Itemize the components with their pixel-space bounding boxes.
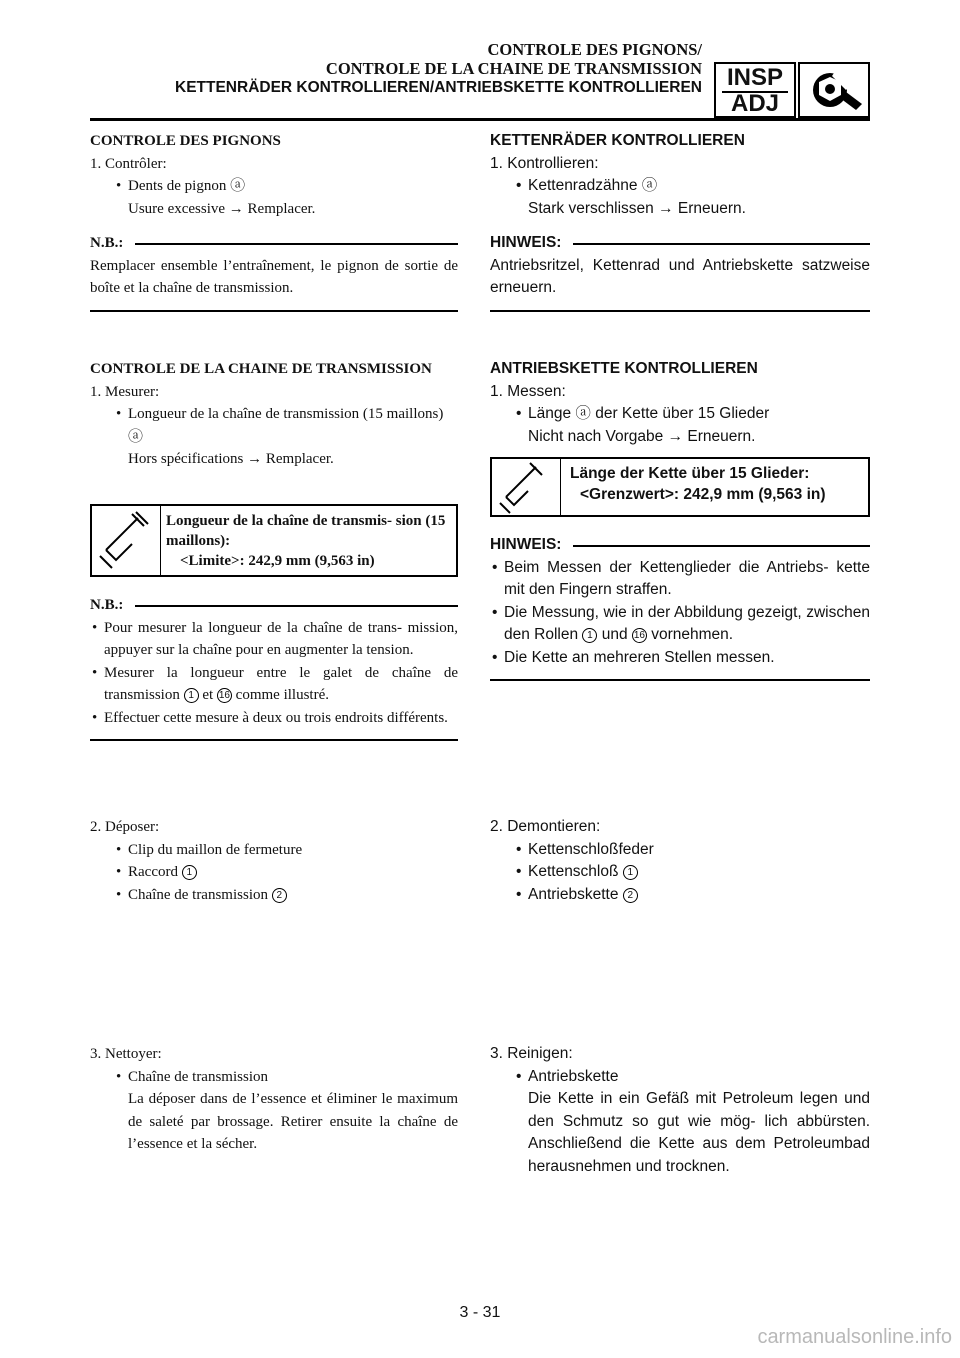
bullet-item: • Kettenradzähne ⓐ bbox=[514, 175, 870, 198]
note-bullet: • Effectuer cette mesure à deux ou trois endroits différents. bbox=[90, 707, 458, 730]
header-title-2: CONTROLE DE LA CHAINE DE TRANSMISSION bbox=[325, 59, 702, 78]
spec-label: Länge der Kette über 15 Glieder: bbox=[570, 465, 810, 482]
bullet-item: • Clip du maillon de fermeture bbox=[114, 839, 458, 862]
bullet-item: • Dents de pignon ⓐ bbox=[114, 175, 458, 198]
bullet-item: • Raccord 1 bbox=[114, 861, 458, 884]
fr-section-chaine bbox=[90, 358, 458, 471]
step: 1. Messen: bbox=[490, 382, 566, 400]
fr-section-nettoyer bbox=[90, 1043, 458, 1156]
section-title: CONTROLE DE LA CHAINE DE TRANSMISSION bbox=[90, 361, 432, 377]
action-text: Nicht nach Vorgabe → Erneuern. bbox=[528, 427, 756, 445]
note-label: HINWEIS: bbox=[490, 536, 562, 553]
step: 1. Contrôler: bbox=[90, 155, 167, 172]
step: 2. Demontieren: bbox=[490, 818, 601, 835]
note-heading bbox=[90, 594, 458, 617]
watermark: carmanualsonline.info bbox=[757, 1326, 952, 1348]
step: 3. Reinigen: bbox=[490, 1045, 573, 1062]
note-text: Antriebsritzel, Kettenrad und Antriebskette satzweise erneuern. bbox=[490, 256, 870, 296]
fr-section-pignons bbox=[90, 130, 458, 312]
note-heading bbox=[490, 232, 870, 255]
action-text: Usure excessive → Remplacer. bbox=[128, 200, 316, 217]
section-title: ANTRIEBSKETTE KONTROLLIEREN bbox=[490, 360, 758, 377]
step: 1. Mesurer: bbox=[90, 383, 160, 400]
note-bullet: • Die Messung, wie in der Abbildung gezeigt, zwischen den Rollen 1 und 16 vornehmen. bbox=[490, 602, 870, 647]
spec-box bbox=[490, 457, 870, 517]
note-heading bbox=[90, 232, 458, 255]
body-text: Die Kette in ein Gefäß mit Petroleum legen und den Schmutz so gut wie mög- lich abbürsten. Anschließend die Kette aus dem Petroleumbad herausnehmen und trocknen. bbox=[528, 1090, 870, 1175]
note-rule bbox=[490, 310, 870, 312]
spec-value: <Limite>: 242,9 mm (9,563 in) bbox=[180, 553, 375, 569]
badge-insp-label: INSP bbox=[726, 64, 783, 91]
spec-value: <Grenzwert>: 242,9 mm (9,563 in) bbox=[580, 486, 826, 503]
spec-box bbox=[90, 504, 458, 577]
bullet-item: • Chaîne de transmission 2 bbox=[114, 884, 458, 907]
bullet-item: • Longueur de la chaîne de transmission (15 maillons) ⓐ bbox=[114, 403, 458, 448]
note-text: Remplacer ensemble l’entraînement, le pignon de sortie de boîte et la chaîne de transmission. bbox=[90, 257, 458, 296]
de-note-antriebskette bbox=[490, 528, 870, 681]
step: 2. Déposer: bbox=[90, 819, 160, 835]
note-label: HINWEIS: bbox=[490, 234, 562, 251]
note-heading bbox=[490, 534, 870, 557]
de-section-reinigen bbox=[490, 1043, 870, 1178]
note-bullet: • Die Kette an mehreren Stellen messen. bbox=[490, 647, 870, 670]
section-title: KETTENRÄDER KONTROLLIEREN bbox=[490, 132, 745, 149]
note-label: N.B.: bbox=[90, 597, 124, 613]
action-text: Hors spécifications → Remplacer. bbox=[128, 451, 334, 467]
note-rule bbox=[90, 739, 458, 741]
fr-note-chaine bbox=[90, 586, 458, 741]
step: 3. Nettoyer: bbox=[90, 1046, 162, 1062]
note-bullet: • Mesurer la longueur entre le galet de chaîne de transmission 1 et 16 comme illustré. bbox=[90, 662, 458, 707]
header-rule bbox=[90, 118, 870, 121]
step: 1. Kontrollieren: bbox=[490, 154, 599, 172]
badge-adj-label: ADJ bbox=[730, 90, 779, 117]
de-section-antriebskette bbox=[490, 358, 870, 448]
de-section-kettenraeder bbox=[490, 130, 870, 312]
note-rule bbox=[490, 679, 870, 681]
note-bullet: • Pour mesurer la longueur de la chaîne de trans- mission, appuyer sur la chaîne pour en augmenter la tension. bbox=[90, 617, 458, 662]
spec-label: Longueur de la chaîne de transmis- sion (15 maillons): bbox=[166, 513, 446, 549]
bullet-item: • Kettenschloßfeder bbox=[514, 839, 870, 862]
action-text: Stark verschlissen → Erneuern. bbox=[528, 199, 746, 217]
bullet-item: • Länge ⓐ der Kette über 15 Glieder bbox=[514, 403, 870, 426]
note-label: N.B.: bbox=[90, 235, 124, 251]
note-bullet: • Beim Messen der Kettenglieder die Antriebs- kette mit den Fingern straffen. bbox=[490, 557, 870, 602]
page-number: 3 - 31 bbox=[459, 1304, 501, 1321]
header-title-3: KETTENRÄDER KONTROLLIEREN/ANTRIEBSKETTE KONTROLLIEREN bbox=[175, 79, 702, 96]
fr-section-deposer bbox=[90, 816, 458, 906]
bullet-item: • Chaîne de transmission bbox=[114, 1066, 458, 1089]
bullet-item: • Antriebskette bbox=[514, 1066, 870, 1089]
note-rule bbox=[90, 310, 458, 312]
measure-tool-icon bbox=[92, 506, 161, 575]
header-title-1: CONTROLE DES PIGNONS/ bbox=[487, 40, 702, 59]
section-title: CONTROLE DES PIGNONS bbox=[90, 133, 281, 149]
insp-adj-badge bbox=[714, 62, 796, 118]
measure-tool-icon bbox=[492, 459, 561, 515]
body-text: La déposer dans de l’essence et éliminer le maximum de saleté par brossage. Retirer ensuite la chaîne de l’essence et la sécher. bbox=[128, 1091, 458, 1152]
wrench-icon bbox=[798, 62, 870, 118]
page-header bbox=[90, 40, 702, 98]
bullet-item: • Antriebskette 2 bbox=[514, 884, 870, 907]
de-section-demontieren bbox=[490, 816, 870, 906]
bullet-item: • Kettenschloß 1 bbox=[514, 861, 870, 884]
